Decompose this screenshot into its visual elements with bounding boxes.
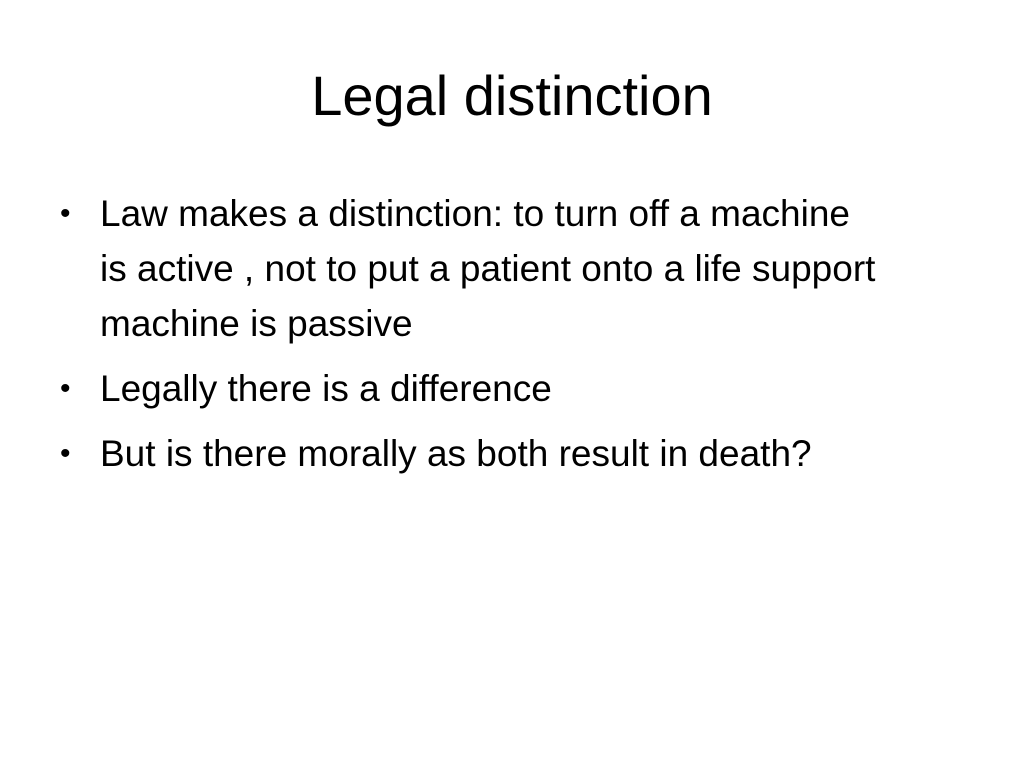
bullet-text: Legally there is a difference bbox=[100, 368, 552, 409]
bullet-icon: • bbox=[60, 197, 71, 230]
bullet-item-1 bbox=[56, 186, 876, 351]
bullet-text: But is there morally as both result in death? bbox=[100, 433, 812, 474]
slide-title: Legal distinction bbox=[311, 64, 713, 127]
bullet-icon: • bbox=[60, 372, 71, 405]
bullet-text: Law makes a distinction: to turn off a machine is active , not to put a patient onto a life support machine is passive bbox=[100, 193, 876, 344]
bullet-list bbox=[56, 186, 876, 491]
bullet-item-2 bbox=[56, 361, 876, 416]
bullet-item-3 bbox=[56, 426, 876, 481]
bullet-icon: • bbox=[60, 437, 71, 470]
